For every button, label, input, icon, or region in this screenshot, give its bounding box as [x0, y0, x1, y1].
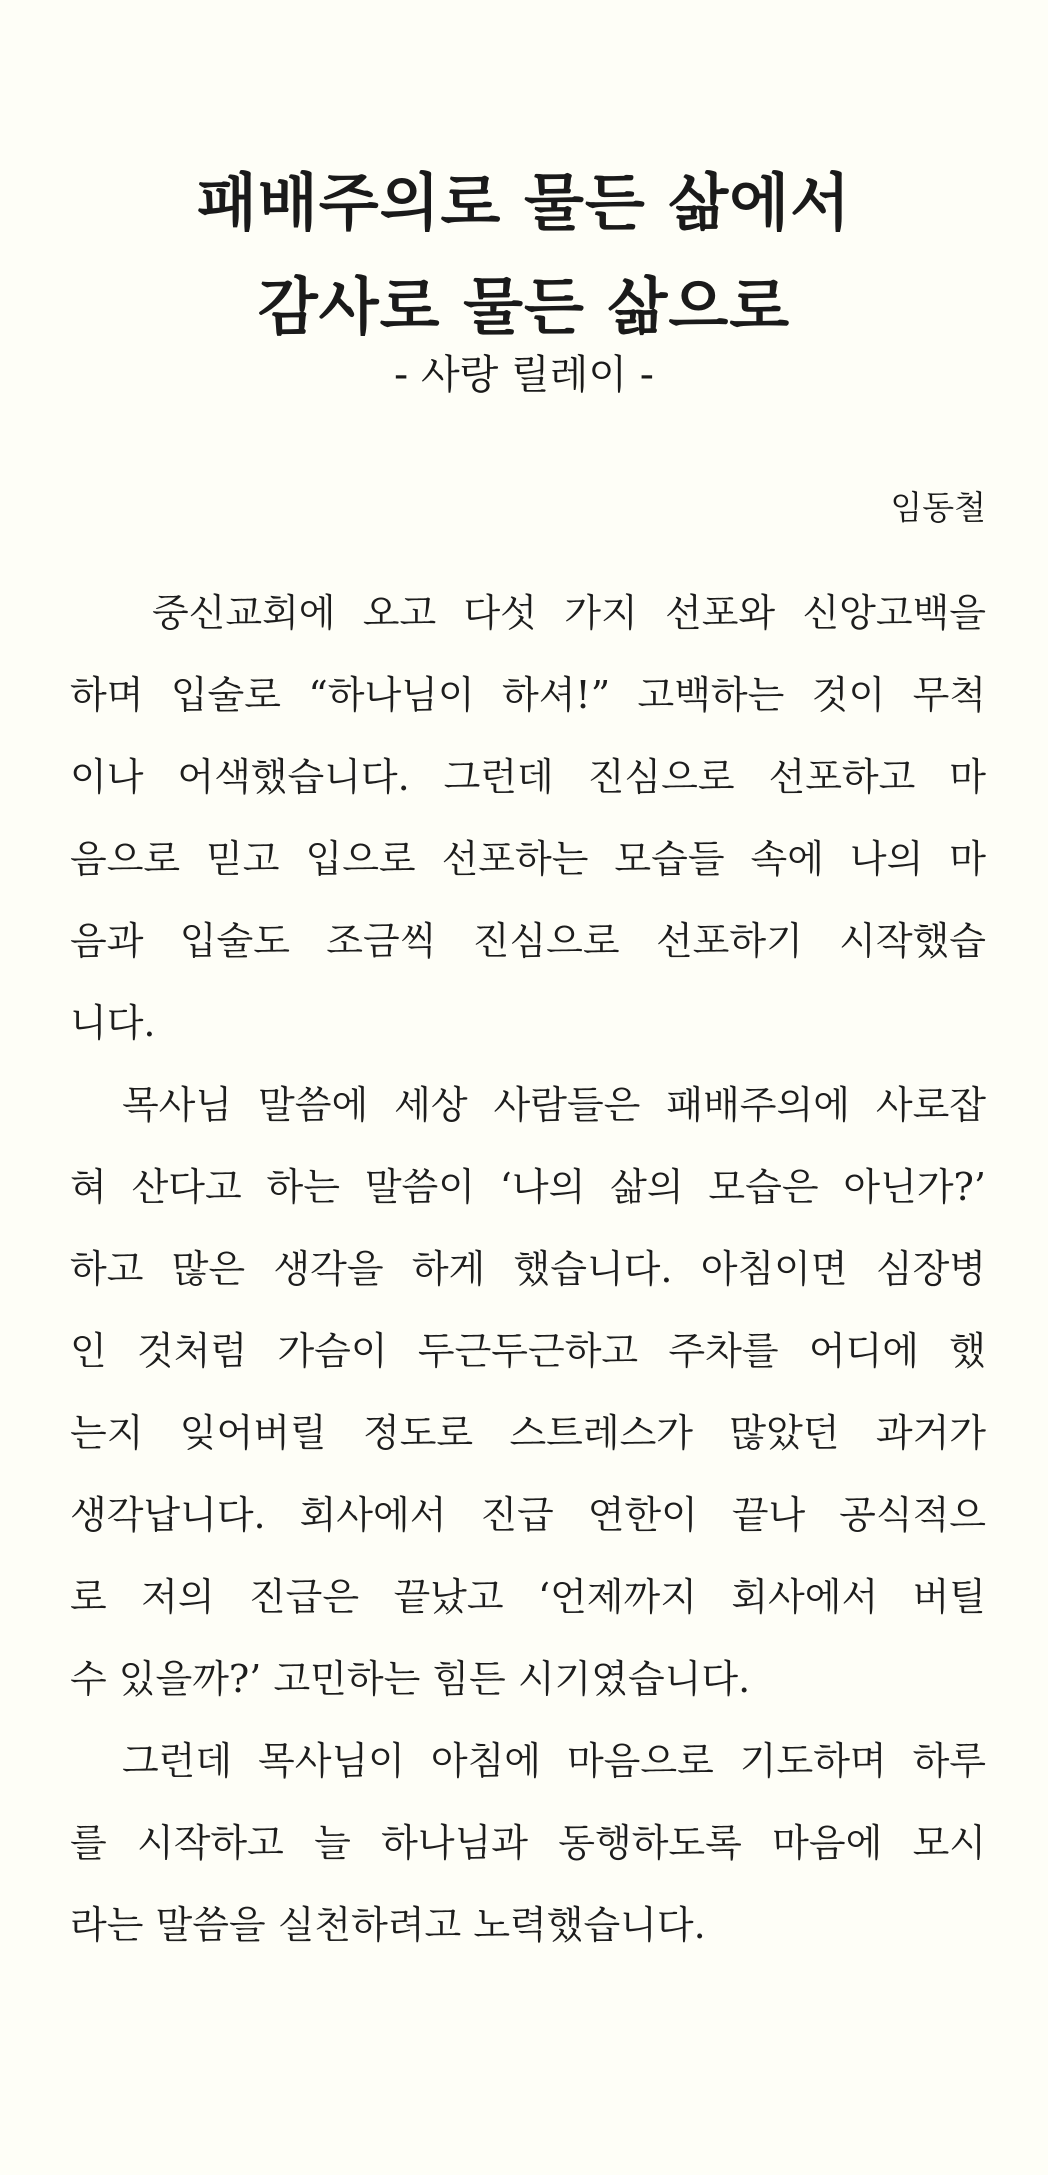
title-line-1: 패배주의로 물든 삶에서 — [196, 166, 852, 239]
title-line-2: 감사로 물든 삶으로 — [257, 270, 791, 343]
body-text-line: 이나 어색했습니다. 그런데 진심으로 선포하고 마 — [70, 755, 986, 799]
body-text-line: 라는 말씀을 실천하려고 노력했습니다. — [70, 1903, 706, 1947]
body-text-line: 로 저의 진급은 끝났고 ‘언제까지 회사에서 버틸 — [70, 1575, 986, 1619]
body-text-line: 하고 많은 생각을 하게 했습니다. 아침이면 심장병 — [70, 1247, 986, 1291]
body-text-line: 를 시작하고 늘 하나님과 동행하도록 마음에 모시 — [70, 1821, 986, 1865]
body-text-line: 음과 입술도 조금씩 진심으로 선포하기 시작했습 — [70, 919, 986, 963]
body-text-line: 인 것처럼 가슴이 두근두근하고 주차를 어디에 했 — [70, 1329, 986, 1373]
body-text-line: 목사님 말씀에 세상 사람들은 패배주의에 사로잡 — [70, 1083, 986, 1127]
author-name: 임동철 — [890, 488, 986, 527]
body-text-line: 하며 입술로 “하나님이 하셔!” 고백하는 것이 무척 — [70, 673, 986, 717]
body-text-line: 생각납니다. 회사에서 진급 연한이 끝나 공식적으 — [70, 1493, 986, 1537]
body-text-line: 그런데 목사님이 아침에 마음으로 기도하며 하루 — [70, 1739, 986, 1783]
article-body — [70, 572, 986, 1966]
body-text-line: 음으로 믿고 입으로 선포하는 모습들 속에 나의 마 — [70, 837, 986, 881]
body-text-line: 혀 산다고 하는 말씀이 ‘나의 삶의 모습은 아닌가?’ — [70, 1165, 986, 1209]
article-subtitle: - 사랑 릴레이 - — [393, 352, 655, 398]
body-text-line: 중신교회에 오고 다섯 가지 선포와 신앙고백을 — [70, 591, 986, 635]
body-text-line: 는지 잊어버릴 정도로 스트레스가 많았던 과거가 — [70, 1411, 986, 1455]
body-text-line: 니다. — [70, 1001, 156, 1045]
body-text-line: 수 있을까?’ 고민하는 힘든 시기였습니다. — [70, 1657, 751, 1701]
article-title — [0, 151, 1048, 359]
